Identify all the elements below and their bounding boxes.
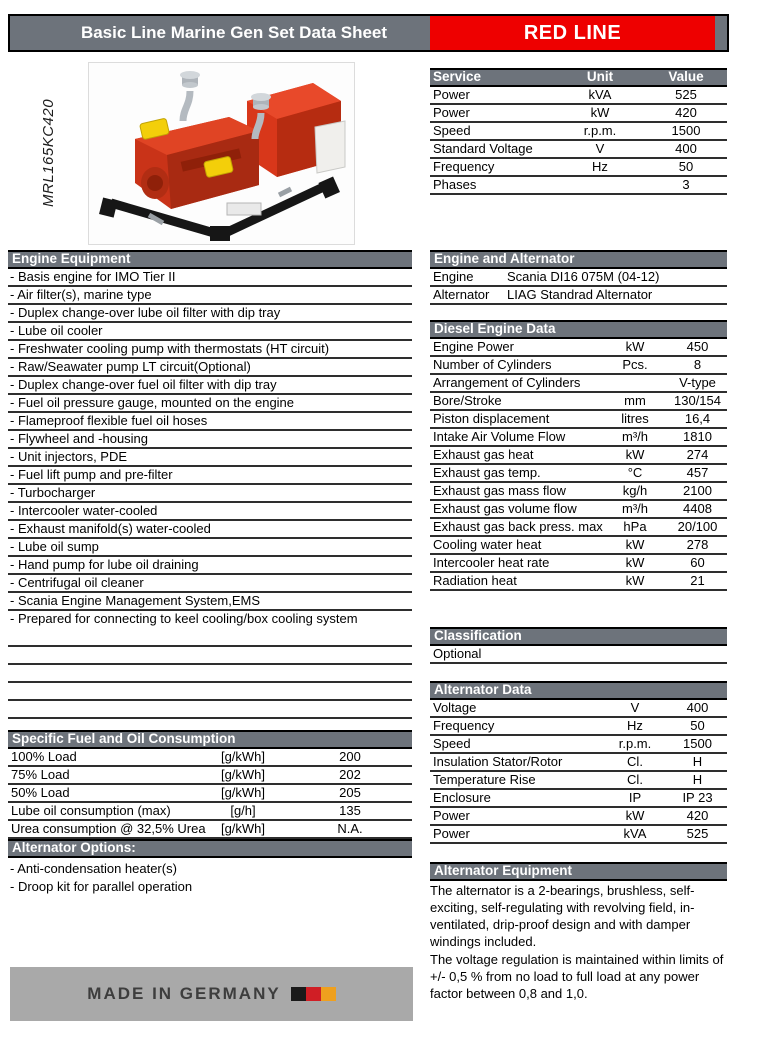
alternator-data-title: Alternator Data (430, 681, 727, 700)
service-row-value: 400 (675, 141, 697, 156)
col-service: Service (433, 69, 482, 84)
row-value: 4408 (683, 501, 712, 516)
row-label: Frequency (433, 718, 495, 733)
service-row-unit: V (595, 141, 605, 156)
diesel-data-row (430, 339, 727, 357)
row-unit: Hz (627, 718, 643, 733)
row-value: 202 (339, 767, 361, 782)
made-in-germany-label: MADE IN GERMANY (87, 984, 281, 1003)
row-value: V-type (679, 375, 716, 390)
row-unit: litres (621, 411, 649, 426)
engine-equipment-item: - Basis engine for IMO Tier II (8, 269, 412, 287)
diesel-engine-data-title: Diesel Engine Data (430, 320, 727, 339)
row-label: Exhaust gas heat (433, 447, 534, 462)
alternator-option-item: - Anti-condensation heater(s) (10, 861, 177, 876)
service-table-header (430, 68, 727, 87)
row-value: 400 (686, 700, 709, 715)
engine-alternator-row (430, 287, 727, 305)
row-unit: kVA (623, 826, 647, 841)
row-label: Intake Air Volume Flow (433, 429, 566, 444)
row-value: N.A. (337, 821, 363, 836)
row-unit: V (630, 700, 640, 715)
row-unit: m³/h (622, 429, 648, 444)
engine-equipment-item: - Prepared for connecting to keel cooling/box cooling system (10, 611, 358, 626)
classification-value: Optional (433, 646, 482, 661)
engine-equipment-item: - Centrifugal oil cleaner (8, 575, 412, 593)
engine-equipment-item: - Flywheel and -housing (8, 431, 412, 449)
service-row-value: 1500 (671, 123, 701, 138)
fuel-row (8, 821, 412, 839)
row-unit: [g/kWh] (220, 785, 266, 800)
alternator-equipment-paragraph-2: The voltage regulation is maintained within limits of +/- 0,5 % from no load to full load at any power factor between 0,8 and 1,0. (430, 952, 724, 1001)
row-value: 16,4 (684, 411, 711, 426)
col-unit: Unit (586, 69, 614, 84)
row-value: LIAG Standrad Alternator (507, 287, 653, 302)
row-label: Voltage (433, 700, 477, 715)
diesel-data-row (430, 501, 727, 519)
service-row-label: Frequency (433, 159, 495, 174)
alternator-data-row (430, 700, 727, 718)
fuel-row (8, 785, 412, 803)
row-value: 50 (690, 718, 705, 733)
alternator-equipment-title: Alternator Equipment (430, 862, 727, 881)
diesel-data-row (430, 465, 727, 483)
row-unit: kW (625, 808, 645, 823)
service-row-unit: kVA (588, 87, 612, 102)
blank-row (8, 701, 412, 719)
fuel-row (8, 803, 412, 821)
row-unit: kW (625, 339, 645, 354)
row-value: 21 (690, 573, 705, 588)
row-unit: [g/kWh] (220, 821, 266, 836)
service-row (430, 141, 727, 159)
diesel-engine-data-section (430, 320, 727, 591)
diesel-data-row (430, 573, 727, 591)
row-value: 450 (686, 339, 709, 354)
row-label: 50% Load (11, 785, 70, 800)
service-row-label: Power (433, 87, 470, 102)
row-label: Radiation heat (433, 573, 517, 588)
alternator-data-row (430, 754, 727, 772)
row-value: IP 23 (682, 790, 713, 805)
alternator-data-row (430, 736, 727, 754)
flag-red-block (306, 987, 321, 1001)
row-unit: [g/kWh] (220, 749, 266, 764)
service-row-unit: kW (590, 105, 610, 120)
row-value: 1500 (683, 736, 712, 751)
service-row (430, 123, 727, 141)
engine-and-alternator-title: Engine and Alternator (430, 250, 727, 269)
row-unit: °C (627, 465, 643, 480)
row-unit: kW (625, 537, 645, 552)
engine-equipment-item: - Duplex change-over fuel oil filter with dip tray (8, 377, 412, 395)
engine-equipment-item: - Intercooler water-cooled (8, 503, 412, 521)
row-label: Number of Cylinders (433, 357, 552, 372)
alternator-data-row (430, 772, 727, 790)
diesel-data-row (430, 375, 727, 393)
engine-equipment-item: - Air filter(s), marine type (8, 287, 412, 305)
page-title: Basic Line Marine Gen Set Data Sheet (80, 23, 388, 42)
row-value: 2100 (683, 483, 712, 498)
service-row-value: 525 (675, 87, 697, 102)
row-label: Engine (433, 269, 474, 284)
title-bar (8, 14, 729, 52)
engine-alternator-row (430, 269, 727, 287)
alternator-equipment-paragraph-1: The alternator is a 2-bearings, brushless, self-exciting, self-regulating with revolving field, in-ventilated, drip-proof design and with damper windings included. (430, 883, 695, 949)
row-unit: hPa (623, 519, 647, 534)
row-label: Exhaust gas volume flow (433, 501, 577, 516)
diesel-data-row (430, 447, 727, 465)
row-unit (602, 375, 668, 391)
row-label: Engine Power (433, 339, 514, 354)
row-value: 205 (339, 785, 361, 800)
service-row-label: Phases (433, 177, 477, 192)
row-value: 278 (686, 537, 709, 552)
row-value: 60 (690, 555, 705, 570)
service-row-label: Speed (433, 123, 471, 138)
service-row-unit: Hz (592, 159, 608, 174)
row-label: Exhaust gas mass flow (433, 483, 566, 498)
row-value: Scania DI16 075M (04-12) (507, 269, 660, 284)
row-label: 75% Load (11, 767, 70, 782)
row-label: 100% Load (11, 749, 77, 764)
engine-equipment-item: - Flameproof flexible fuel oil hoses (8, 413, 412, 431)
alternator-option-item: - Droop kit for parallel operation (10, 879, 193, 894)
blank-row (8, 665, 412, 683)
fuel-row (8, 749, 412, 767)
row-unit: kW (625, 447, 645, 462)
col-value: Value (668, 69, 704, 84)
diesel-data-row (430, 483, 727, 501)
row-value: 20/100 (677, 519, 718, 534)
row-value: 274 (686, 447, 709, 462)
alternator-equipment-section (430, 862, 727, 1002)
engine-equipment-item: - Hand pump for lube oil draining (8, 557, 412, 575)
genset-image (88, 62, 355, 245)
service-row-label: Power (433, 105, 470, 120)
service-row (430, 177, 727, 195)
genset-illustration (89, 63, 356, 244)
row-label: Urea consumption @ 32,5% Urea (11, 821, 206, 836)
classification-section (430, 627, 727, 664)
service-row-value: 50 (678, 159, 694, 174)
engine-equipment-item: - Fuel oil pressure gauge, mounted on the engine (8, 395, 412, 413)
alternator-data-row (430, 790, 727, 808)
row-unit: IP (628, 790, 642, 805)
service-row-value: 420 (675, 105, 697, 120)
footer-bar (10, 967, 413, 1021)
service-row (430, 159, 727, 177)
engine-equipment-section (8, 250, 412, 719)
row-label: Cooling water heat (433, 537, 542, 552)
flag-gold-block (321, 987, 336, 1001)
red-line-badge: RED LINE (430, 16, 715, 50)
row-label: Intercooler heat rate (433, 555, 550, 570)
row-label: Enclosure (433, 790, 491, 805)
alternator-options-title: Alternator Options: (8, 839, 412, 858)
row-value: H (692, 754, 703, 769)
diesel-data-row (430, 411, 727, 429)
service-row (430, 105, 727, 123)
classification-row (430, 646, 727, 664)
engine-equipment-item: - Freshwater cooling pump with thermostats (HT circuit) (8, 341, 412, 359)
engine-equipment-item: - Unit injectors, PDE (8, 449, 412, 467)
diesel-data-row (430, 393, 727, 411)
row-label: Insulation Stator/Rotor (433, 754, 563, 769)
row-unit: [g/h] (230, 803, 256, 818)
row-unit: [g/kWh] (220, 767, 266, 782)
row-label: Bore/Stroke (433, 393, 502, 408)
row-value: 135 (339, 803, 361, 818)
row-value: 8 (693, 357, 702, 372)
service-row-unit: r.p.m. (583, 123, 617, 138)
engine-and-alternator-section (430, 250, 727, 305)
row-label: Power (433, 808, 470, 823)
row-unit: m³/h (622, 501, 648, 516)
model-label: MRL165KC420 (40, 98, 57, 207)
engine-equipment-item: - Exhaust manifold(s) water-cooled (8, 521, 412, 539)
row-label: Exhaust gas temp. (433, 465, 541, 480)
row-label: Speed (433, 736, 471, 751)
flag-black-block (291, 987, 306, 1001)
engine-equipment-item: - Raw/Seawater pump LT circuit(Optional) (8, 359, 412, 377)
service-row-value: 3 (682, 177, 690, 192)
diesel-data-row (430, 429, 727, 447)
service-row-label: Standard Voltage (433, 141, 533, 156)
engine-equipment-item: - Lube oil sump (8, 539, 412, 557)
row-unit: Pcs. (622, 357, 648, 372)
diesel-data-row (430, 519, 727, 537)
row-value: 457 (686, 465, 709, 480)
row-unit: kW (625, 555, 645, 570)
specific-fuel-section (8, 730, 412, 897)
diesel-data-row (430, 357, 727, 375)
alternator-data-row (430, 718, 727, 736)
alternator-data-section (430, 681, 727, 844)
row-value: 420 (686, 808, 709, 823)
row-unit: Cl. (627, 754, 643, 769)
diesel-data-row (430, 555, 727, 573)
row-label: Exhaust gas back press. max (433, 519, 603, 534)
fuel-row (8, 767, 412, 785)
blank-row (8, 683, 412, 701)
row-value: 1810 (683, 429, 712, 444)
diesel-data-row (430, 537, 727, 555)
blank-row (8, 647, 412, 665)
row-label: Piston displacement (433, 411, 550, 426)
service-row-unit (555, 177, 645, 193)
blank-row (8, 629, 412, 647)
row-unit: kW (625, 573, 645, 588)
alternator-data-row (430, 826, 727, 844)
specific-fuel-title: Specific Fuel and Oil Consumption (8, 730, 412, 749)
row-label: Power (433, 826, 470, 841)
row-label: Alternator (433, 287, 490, 302)
row-unit: kg/h (622, 483, 648, 498)
row-unit: r.p.m. (618, 736, 652, 751)
row-label: Arrangement of Cylinders (433, 375, 581, 390)
engine-equipment-item: - Scania Engine Management System,EMS (8, 593, 412, 611)
row-unit: Cl. (627, 772, 643, 787)
row-value: 200 (339, 749, 361, 764)
engine-equipment-item: - Duplex change-over lube oil filter with dip tray (8, 305, 412, 323)
service-row (430, 87, 727, 105)
row-value: 130/154 (674, 393, 721, 408)
engine-equipment-item: - Fuel lift pump and pre-filter (8, 467, 412, 485)
blank-rows (8, 629, 412, 719)
alternator-data-row (430, 808, 727, 826)
row-value: H (692, 772, 703, 787)
engine-equipment-title: Engine Equipment (8, 250, 412, 269)
german-flag-icon (291, 987, 336, 1001)
service-table (430, 68, 727, 195)
row-value: 525 (686, 826, 709, 841)
engine-equipment-item: - Turbocharger (8, 485, 412, 503)
row-unit: mm (624, 393, 646, 408)
engine-equipment-item: - Lube oil cooler (8, 323, 412, 341)
row-label: Temperature Rise (433, 772, 536, 787)
classification-title: Classification (430, 627, 727, 646)
row-label: Lube oil consumption (max) (11, 803, 171, 818)
